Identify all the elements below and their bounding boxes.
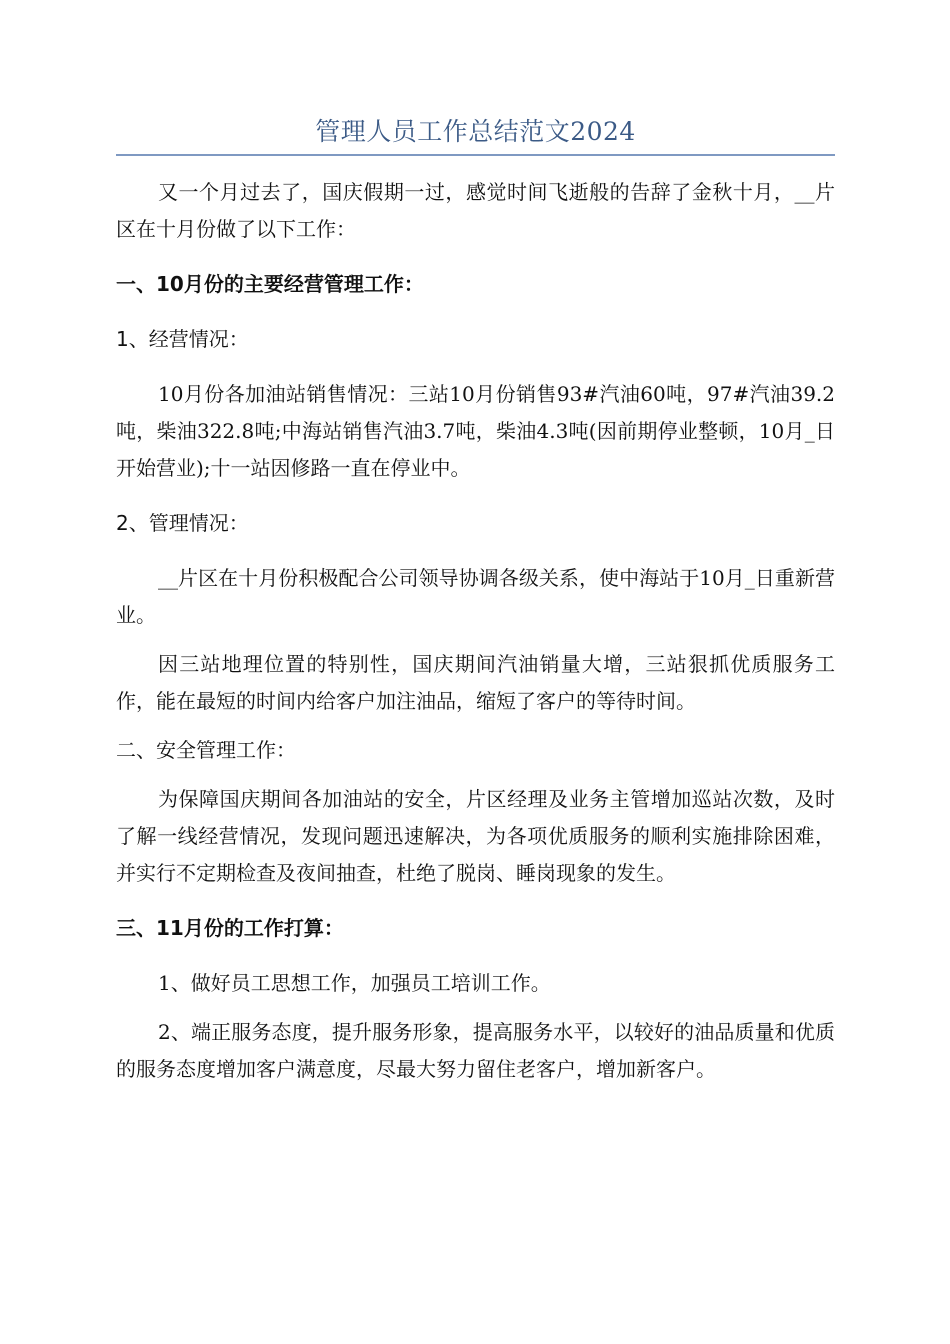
document-page [116,112,835,1088]
section-heading-1: 一、10月份的主要经营管理工作： [116,272,424,296]
subsection-heading-operations: 1、经营情况： [116,327,249,351]
safety-paragraph: 为保障国庆期间各加油站的安全，片区经理及业务主管增加巡站次数，及时了解一线经营情况，发现问题迅速解决，为各项优质服务的顺利实施排除困难，并实行不定期检查及夜间抽查，杜绝了脱岗、睡岗现象的发生。 [116,787,835,885]
management-paragraph-2: 因三站地理位置的特别性，国庆期间汽油销量大增，三站狠抓优质服务工作，能在最短的时间内给客户加注油品，缩短了客户的等待时间。 [116,652,835,713]
title-underline [116,154,835,156]
subsection-heading-management: 2、管理情况： [116,511,249,535]
plan-item-2: 2、端正服务态度，提升服务形象，提高服务水平，以较好的油品质量和优质的服务态度增加客户满意度，尽最大努力留住老客户，增加新客户。 [116,1020,835,1081]
management-paragraph-1: __片区在十月份积极配合公司领导协调各级关系，使中海站于10月_日重新营业。 [116,566,835,627]
document-title: 管理人员工作总结范文2024 [315,117,636,146]
plan-item-1: 1、做好员工思想工作，加强员工培训工作。 [158,971,551,995]
section-heading-3: 三、11月份的工作打算： [116,916,344,940]
section-heading-2: 二、安全管理工作： [116,738,296,762]
intro-paragraph: 又一个月过去了，国庆假期一过，感觉时间飞逝般的告辞了金秋十月，__片区在十月份做了以下工作： [116,180,835,241]
sales-paragraph: 10月份各加油站销售情况：三站10月份销售93#汽油60吨，97#汽油39.2吨，柴油322.8吨;中海站销售汽油3.7吨，柴油4.3吨(因前期停业整顿，10月_日开始营业);十一站因修路一直在停业中。 [116,382,835,480]
